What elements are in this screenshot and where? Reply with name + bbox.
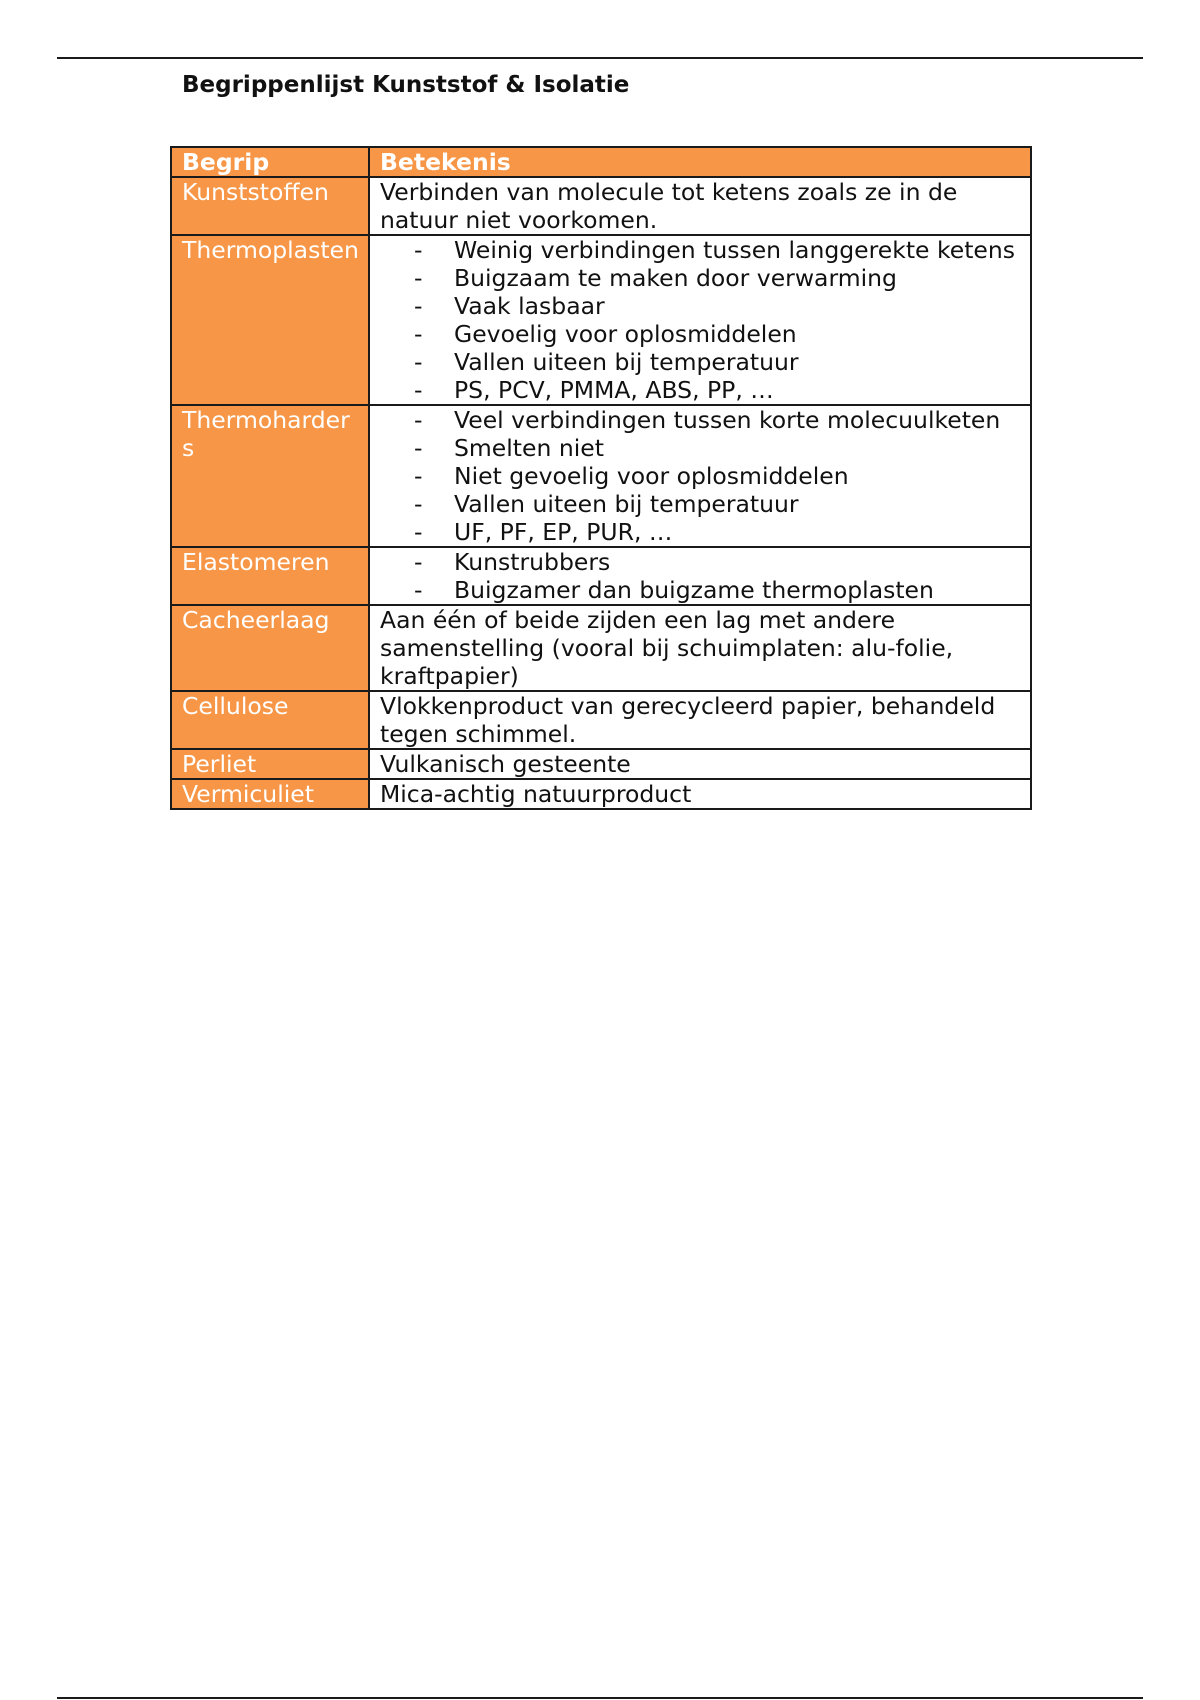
term-cell: Cellulose [171,691,369,749]
table-row [171,749,1031,779]
term-cell: Elastomeren [171,547,369,605]
definition-list-item: - Vallen uiteen bij temperatuur [380,348,1022,376]
term-cell: Thermoplasten [171,235,369,405]
table-row [171,177,1031,235]
term-cell: Kunststoffen [171,177,369,235]
definition-list-item: - Kunstrubbers [380,548,1022,576]
definition-list-item: - Buigzaam te maken door verwarming [380,264,1022,292]
definition-list-item: - Vaak lasbaar [380,292,1022,320]
definition-list [380,548,1022,604]
definition-cell: Verbinden van molecule tot ketens zoals ze in de natuur niet voorkomen. [369,177,1031,235]
column-header-meaning: Betekenis [369,147,1031,177]
table-row [171,779,1031,809]
table-header-row [171,147,1031,177]
definition-list-item: - Gevoelig voor oplosmiddelen [380,320,1022,348]
definition-list-item: - Niet gevoelig voor oplosmiddelen [380,462,1022,490]
definition-cell: Vlokkenproduct van gerecycleerd papier, behandeld tegen schimmel. [369,691,1031,749]
document-title: Begrippenlijst Kunststof & Isolatie [182,72,630,98]
definition-list-item: - Smelten niet [380,434,1022,462]
page-top-rule [57,57,1143,59]
definition-list-item: - UF, PF, EP, PUR, … [380,518,1022,546]
term-cell: Perliet [171,749,369,779]
definition-list-item: - Veel verbindingen tussen korte molecuulketen [380,406,1022,434]
page-bottom-rule [57,1697,1143,1699]
definition-cell: Aan één of beide zijden een lag met andere samenstelling (vooral bij schuimplaten: alu-folie, kraftpapier) [369,605,1031,691]
definition-list-item: - Buigzamer dan buigzame thermoplasten [380,576,1022,604]
term-cell: Thermoharders [171,405,369,547]
definition-cell: Vulkanisch gesteente [369,749,1031,779]
definition-list-item: - Weinig verbindingen tussen langgerekte ketens [380,236,1022,264]
table-row [171,547,1031,605]
glossary-table [170,146,1032,810]
definition-cell [369,405,1031,547]
column-header-term: Begrip [171,147,369,177]
definition-list-item: - Vallen uiteen bij temperatuur [380,490,1022,518]
definition-list [380,406,1022,546]
table-row [171,405,1031,547]
table-row [171,691,1031,749]
definition-cell [369,547,1031,605]
table-row [171,235,1031,405]
definition-cell [369,235,1031,405]
term-cell: Cacheerlaag [171,605,369,691]
definition-cell: Mica-achtig natuurproduct [369,779,1031,809]
definition-list [380,236,1022,404]
definition-list-item: - PS, PCV, PMMA, ABS, PP, … [380,376,1022,404]
table-row [171,605,1031,691]
term-cell: Vermiculiet [171,779,369,809]
